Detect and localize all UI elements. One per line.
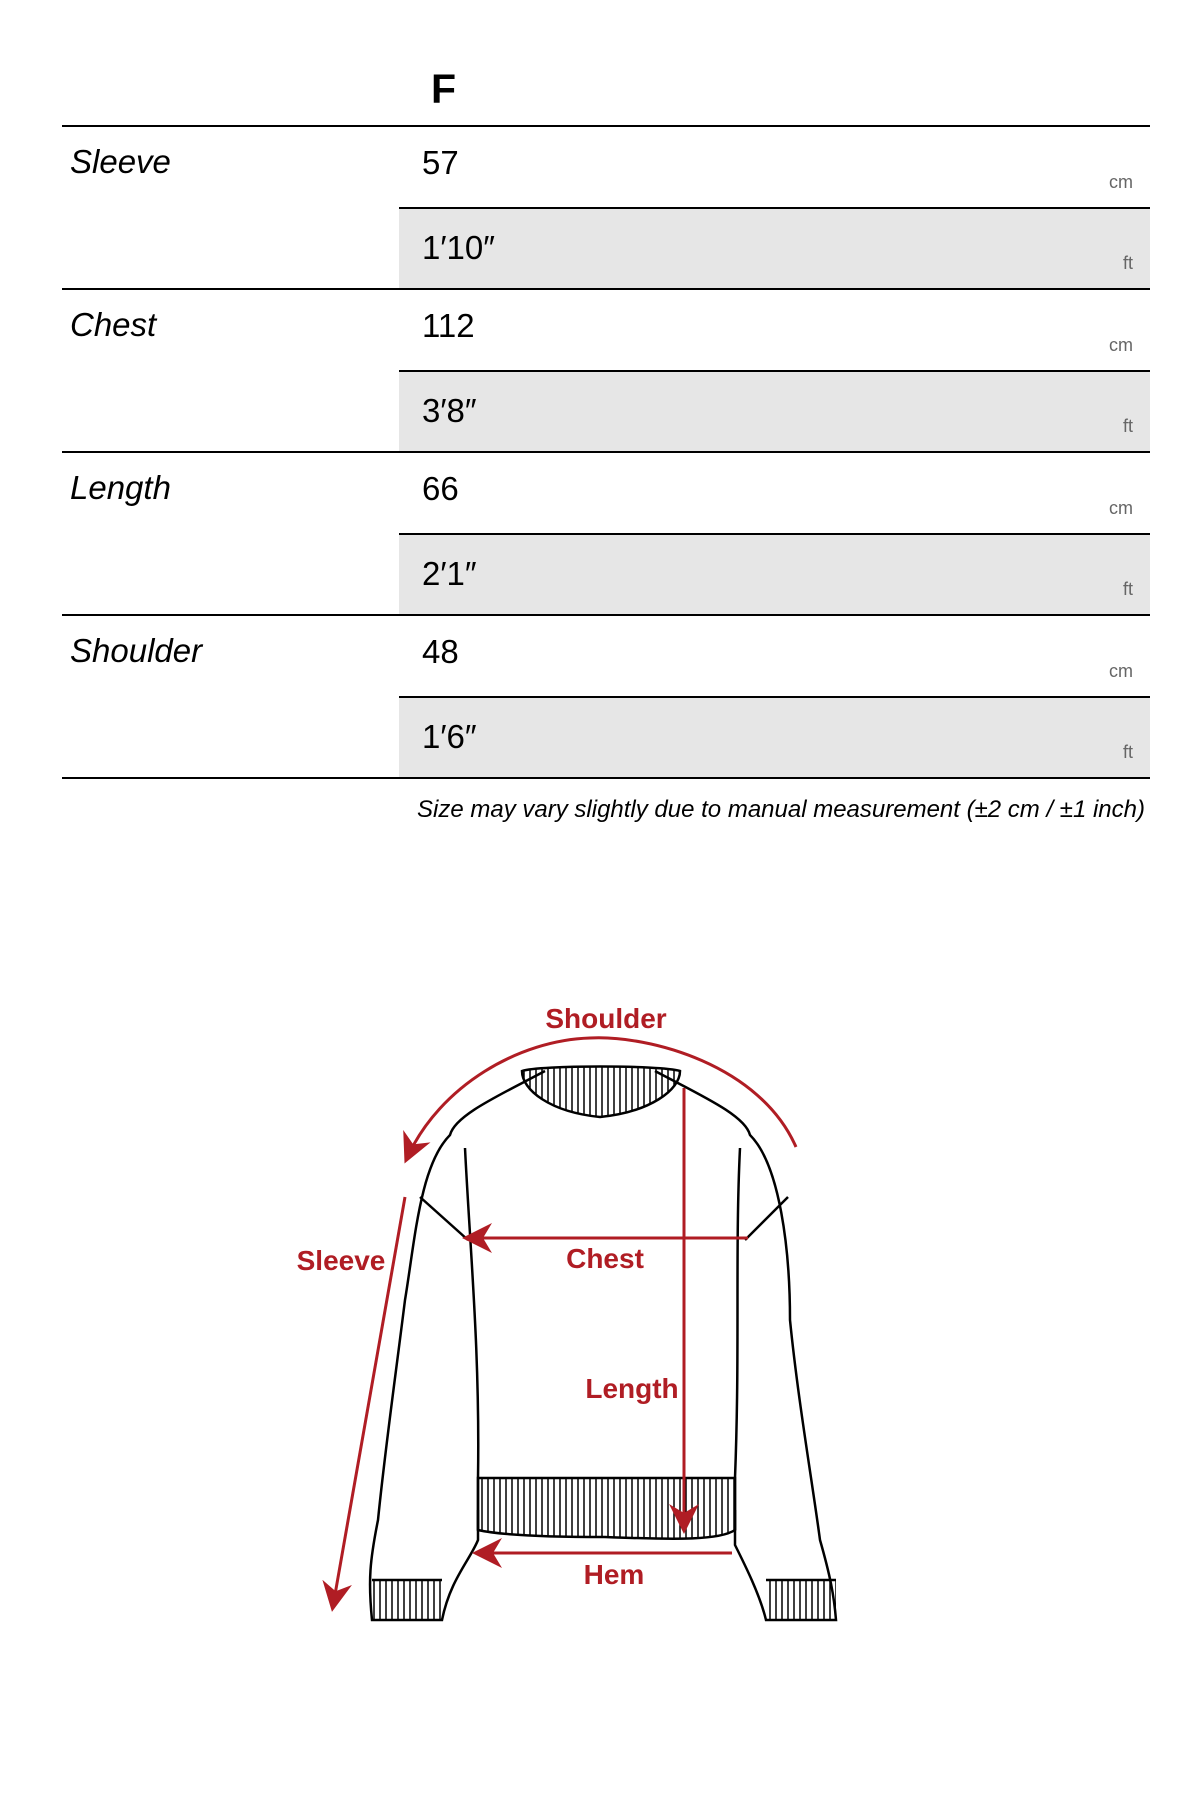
ft-unit-label: ft (1122, 416, 1133, 436)
length-label: Length (585, 1373, 679, 1404)
cm-value: 57 (422, 144, 459, 181)
measure-name: Length (70, 469, 171, 506)
hem-label: Hem (583, 1559, 645, 1590)
measure-name: Sleeve (70, 143, 171, 180)
ft-value: 1′6″ (422, 718, 477, 755)
ft-unit-label: ft (1122, 253, 1133, 273)
measure-name: Shoulder (70, 632, 203, 669)
chest-label: Chest (566, 1243, 644, 1274)
ft-value: 2′1″ (422, 555, 477, 592)
measurement-disclaimer: Size may vary slightly due to manual measurement (±2 cm / ±1 inch) (417, 796, 1145, 823)
cm-unit-label: cm (1109, 172, 1133, 192)
sleeve-label: Sleeve (296, 1245, 386, 1276)
ribbing (372, 1067, 836, 1621)
ft-unit-label: ft (1122, 742, 1133, 762)
shoulder-label: Shoulder (545, 1003, 667, 1034)
cm-value: 48 (422, 633, 459, 670)
cm-value: 112 (422, 307, 475, 344)
cm-unit-label: cm (1109, 498, 1133, 518)
ft-unit-label: ft (1122, 579, 1133, 599)
size-column-header: F (431, 66, 457, 112)
measure-name: Chest (70, 306, 157, 343)
ft-value: 3′8″ (422, 392, 477, 429)
cm-unit-label: cm (1109, 335, 1133, 355)
cm-value: 66 (422, 470, 459, 507)
cm-unit-label: cm (1109, 661, 1133, 681)
ft-value: 1′10″ (422, 229, 495, 266)
